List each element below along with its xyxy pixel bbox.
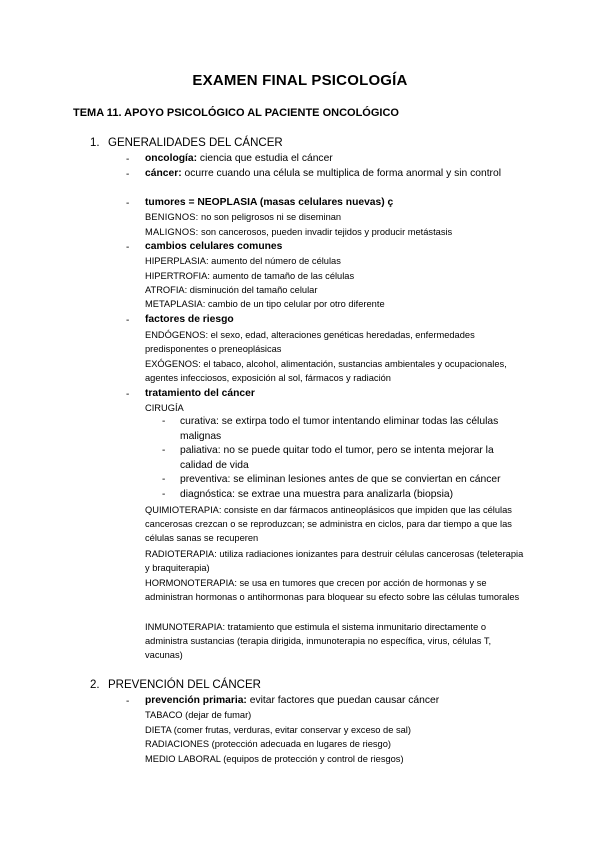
cirugia-preventiva: preventiva: se eliminan lesiones antes de que se conviertan en cáncer	[180, 474, 501, 485]
text-metaplasia: cambio de un tipo celular por otro diferente	[205, 299, 385, 309]
sub-cirugia: CIRUGÍA	[145, 403, 184, 413]
sub-hormonoterapia	[145, 576, 525, 604]
item-tumores: tumores = NEOPLASIA (masas celulares nuevas) ç	[145, 197, 394, 208]
key-hiperplasia: HIPERPLASIA:	[145, 256, 209, 266]
text-quimioterapia: consiste en dar fármacos antineoplásicos que impiden que las células cancerosas crezcan o se reproduzcan; se administra en ciclos, para dar tiempo a que las células sanas se recuperen	[145, 505, 512, 543]
bullet-dash: -	[126, 389, 130, 400]
bullet-dash: -	[126, 154, 130, 165]
cirugia-paliativa: paliativa: no se puede quitar todo el tumor, pero se intenta mejorar la calidad de vida	[180, 445, 494, 471]
sub-dieta	[145, 723, 525, 737]
section-1-heading	[90, 137, 283, 149]
text-inmunoterapia: tratamiento que estimula el sistema inmunitario directamente o administra sustancias (terapia dirigida, inmunoterapia no específica, virus, células T, vacunas)	[145, 622, 492, 660]
item-factores: factores de riesgo	[145, 314, 234, 325]
text-benignos: no son peligrosos ni se diseminan	[198, 212, 342, 222]
text-atrofia: disminución del tamaño celular	[187, 285, 318, 295]
sub-metaplasia	[145, 297, 525, 311]
text-radiaciones: (protección adecuada en lugares de riesgo)	[209, 739, 391, 749]
bullet-dash: -	[162, 445, 166, 456]
key-tabaco: TABACO	[145, 710, 183, 720]
section-2-heading	[90, 679, 261, 691]
bullet-dash: -	[126, 696, 130, 707]
section-2-number: 2.	[90, 679, 100, 691]
text-radioterapia: utiliza radiaciones ionizantes para destruir células cancerosas (teleterapia y braquiterapia)	[145, 549, 524, 573]
sub-radioterapia	[145, 547, 525, 575]
text-hormonoterapia: se usa en tumores que crecen por acción de hormonas y se administran hormonas o antihormonas para bloquear su efecto sobre las células tumorales	[145, 578, 520, 602]
sub-quimioterapia	[145, 503, 525, 545]
section-2-title: PREVENCIÓN DEL CÁNCER	[108, 679, 261, 691]
section-1-number: 1.	[90, 137, 100, 149]
def-prevencion-primaria: evitar factores que puedan causar cáncer	[246, 695, 440, 706]
item-oncologia	[145, 152, 525, 166]
sub-hiperplasia	[145, 254, 525, 268]
key-hormonoterapia: HORMONOTERAPIA:	[145, 578, 237, 588]
bullet-dash: -	[126, 242, 130, 253]
section-1-title: GENERALIDADES DEL CÁNCER	[108, 137, 283, 149]
text-malignos: son cancerosos, pueden invadir tejidos y producir metástasis	[198, 227, 453, 237]
key-malignos: MALIGNOS:	[145, 227, 199, 237]
term-prevencion-primaria: prevención primaria:	[145, 695, 247, 706]
key-hipertrofia: HIPERTROFIA:	[145, 271, 210, 281]
cirugia-diagnostica: diagnóstica: se extrae una muestra para analizarla (biopsia)	[180, 489, 454, 500]
key-dieta: DIETA	[145, 725, 172, 735]
item-prevencion-primaria	[145, 694, 525, 708]
document-title: EXAMEN FINAL PSICOLOGÍA	[192, 72, 408, 89]
sub-hipertrofia	[145, 269, 525, 283]
bullet-dash: -	[162, 489, 166, 500]
cirugia-curativa: curativa: se extirpa todo el tumor intentando eliminar todas las células malignas	[180, 416, 499, 442]
key-inmunoterapia: INMUNOTERAPIA:	[145, 622, 226, 632]
sub-tabaco	[145, 708, 525, 722]
text-exogenos: el tabaco, alcohol, alimentación, sustancias ambientales y ocupacionales, agentes infecciosos, exposición al sol, fármacos y radiación	[145, 359, 507, 383]
key-medio-laboral: MEDIO LABORAL	[145, 754, 221, 764]
def-oncologia: ciencia que estudia el cáncer	[197, 153, 333, 164]
sub-radiaciones	[145, 737, 525, 751]
bullet-dash: -	[126, 198, 130, 209]
sub-benignos	[145, 210, 525, 224]
item-cancer	[145, 167, 525, 181]
bullet-dash: -	[162, 416, 166, 427]
key-endogenos: ENDÓGENOS:	[145, 330, 209, 340]
text-hiperplasia: aumento del número de células	[208, 256, 341, 266]
bullet-dash: -	[162, 474, 166, 485]
key-radiaciones: RADIACIONES	[145, 739, 210, 749]
sub-medio-laboral	[145, 752, 525, 766]
text-hipertrofia: aumento de tamaño de las células	[209, 271, 355, 281]
key-exogenos: EXÓGENOS:	[145, 359, 201, 369]
def-cancer: ocurre cuando una célula se multiplica de forma anormal y sin control	[181, 168, 502, 179]
sub-endogenos	[145, 328, 525, 356]
bullet-dash: -	[126, 315, 130, 326]
item-cambios: cambios celulares comunes	[145, 241, 283, 252]
text-dieta: (comer frutas, verduras, evitar conservar y exceso de sal)	[171, 725, 411, 735]
sub-malignos	[145, 225, 525, 239]
sub-atrofia	[145, 283, 525, 297]
term-cancer: cáncer:	[145, 168, 182, 179]
text-medio-laboral: (equipos de protección y control de riesgos)	[220, 754, 404, 764]
item-tratamiento: tratamiento del cáncer	[145, 388, 255, 399]
key-benignos: BENIGNOS:	[145, 212, 199, 222]
key-metaplasia: METAPLASIA:	[145, 299, 206, 309]
bullet-dash: -	[126, 169, 130, 180]
term-oncologia: oncología:	[145, 153, 198, 164]
key-radioterapia: RADIOTERAPIA:	[145, 549, 217, 559]
key-quimioterapia: QUIMIOTERAPIA:	[145, 505, 222, 515]
key-atrofia: ATROFIA:	[145, 285, 188, 295]
text-tabaco: (dejar de fumar)	[182, 710, 252, 720]
topic-heading: TEMA 11. APOYO PSICOLÓGICO AL PACIENTE ONCOLÓGICO	[73, 107, 399, 119]
text-endogenos: el sexo, edad, alteraciones genéticas heredadas, enfermedades predisponentes o preneoplásicas	[145, 330, 475, 354]
sub-inmunoterapia	[145, 620, 525, 662]
sub-exogenos	[145, 357, 525, 385]
